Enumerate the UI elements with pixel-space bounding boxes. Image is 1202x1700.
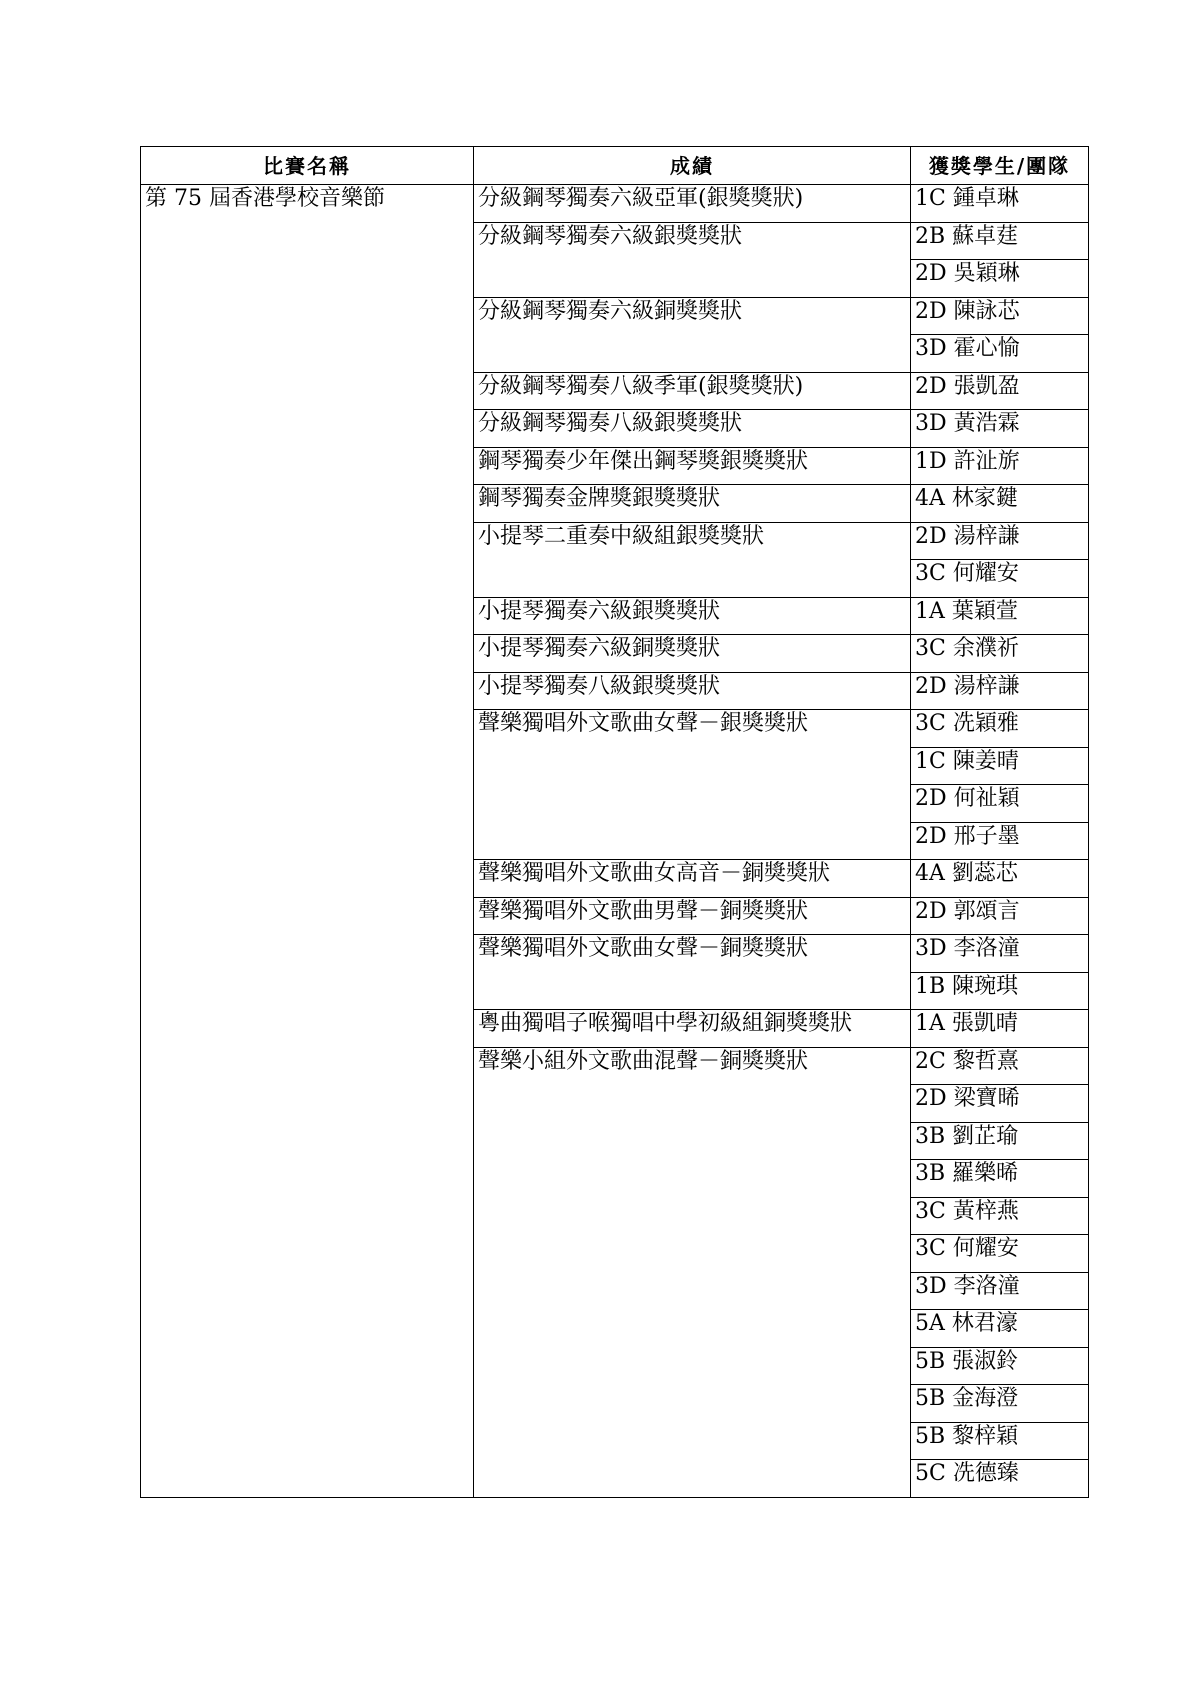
competition-name-cell: 第 75 屆香港學校音樂節 [141,185,474,1498]
result-cell: 鋼琴獨奏少年傑出鋼琴獎銀獎獎狀 [474,447,911,485]
result-cell: 分級鋼琴獨奏六級亞軍(銀獎獎狀) [474,185,911,223]
result-cell: 鋼琴獨奏金牌獎銀獎獎狀 [474,485,911,523]
student-cell: 3C 黃梓燕 [911,1197,1089,1235]
student-cell: 2D 何祉穎 [911,785,1089,823]
result-cell: 聲樂獨唱外文歌曲女聲－銅獎獎狀 [474,935,911,1010]
result-cell: 聲樂獨唱外文歌曲女高音－銅獎獎狀 [474,860,911,898]
student-cell: 5B 黎梓穎 [911,1422,1089,1460]
student-cell: 5B 金海澄 [911,1385,1089,1423]
result-cell: 小提琴獨奏八級銀獎獎狀 [474,672,911,710]
student-cell: 3D 李洛潼 [911,1272,1089,1310]
result-cell: 聲樂小組外文歌曲混聲－銅獎獎狀 [474,1047,911,1497]
student-cell: 2D 陳詠芯 [911,297,1089,335]
student-cell: 3B 羅樂晞 [911,1160,1089,1198]
student-cell: 5B 張淑鈴 [911,1347,1089,1385]
student-cell: 1D 許沚旂 [911,447,1089,485]
header-winner: 獲獎學生/團隊 [911,147,1089,185]
table-header [141,147,1089,185]
student-cell: 1A 葉穎萱 [911,597,1089,635]
student-cell: 3C 何耀安 [911,560,1089,598]
header-result: 成績 [474,147,911,185]
student-cell: 2C 黎哲熹 [911,1047,1089,1085]
result-cell: 分級鋼琴獨奏六級銅獎獎狀 [474,297,911,372]
student-cell: 3D 李洛潼 [911,935,1089,973]
result-cell: 小提琴二重奏中級組銀獎獎狀 [474,522,911,597]
table-body [141,185,1089,1498]
student-cell: 3C 何耀安 [911,1235,1089,1273]
header-row [141,147,1089,185]
result-cell: 分級鋼琴獨奏六級銀獎獎狀 [474,222,911,297]
student-cell: 2D 張凱盈 [911,372,1089,410]
student-cell: 3B 劉芷瑜 [911,1122,1089,1160]
result-cell: 聲樂獨唱外文歌曲男聲－銅獎獎狀 [474,897,911,935]
student-cell: 2D 梁寶晞 [911,1085,1089,1123]
result-cell: 粵曲獨唱子喉獨唱中學初級組銅獎獎狀 [474,1010,911,1048]
result-cell: 小提琴獨奏六級銅獎獎狀 [474,635,911,673]
student-cell: 1C 陳姜晴 [911,747,1089,785]
result-cell: 分級鋼琴獨奏八級銀獎獎狀 [474,410,911,448]
student-cell: 4A 林家鍵 [911,485,1089,523]
student-cell: 2D 邢子墨 [911,822,1089,860]
student-cell: 2D 湯梓謙 [911,672,1089,710]
award-table [140,146,1089,1498]
student-cell: 3D 黃浩霖 [911,410,1089,448]
student-cell: 1C 鍾卓琳 [911,185,1089,223]
student-cell: 2D 湯梓謙 [911,522,1089,560]
student-cell: 1B 陳琬琪 [911,972,1089,1010]
table-row [141,185,1089,223]
student-cell: 5C 冼德臻 [911,1460,1089,1498]
student-cell: 3D 霍心愉 [911,335,1089,373]
student-cell: 5A 林君濠 [911,1310,1089,1348]
result-cell: 分級鋼琴獨奏八級季軍(銀獎獎狀) [474,372,911,410]
student-cell: 1A 張凱晴 [911,1010,1089,1048]
result-cell: 聲樂獨唱外文歌曲女聲－銀獎獎狀 [474,710,911,860]
student-cell: 2D 吳穎琳 [911,260,1089,298]
student-cell: 3C 冼穎雅 [911,710,1089,748]
student-cell: 2D 郭頌言 [911,897,1089,935]
student-cell: 4A 劉蕊芯 [911,860,1089,898]
header-competition: 比賽名稱 [141,147,474,185]
result-cell: 小提琴獨奏六級銀獎獎狀 [474,597,911,635]
student-cell: 2B 蘇卓莛 [911,222,1089,260]
student-cell: 3C 余濮祈 [911,635,1089,673]
